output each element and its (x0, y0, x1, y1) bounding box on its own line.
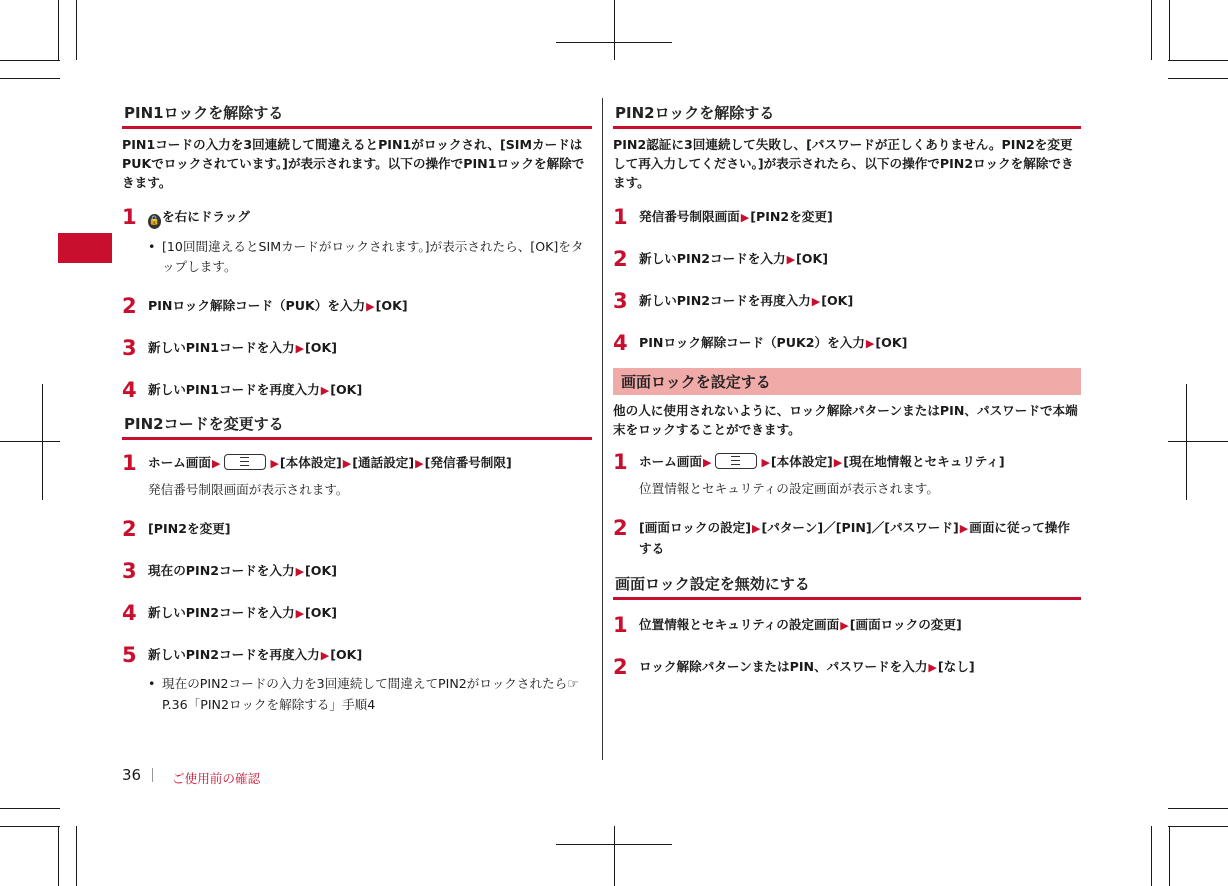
step-note: 発信番号制限画面が表示されます。 (148, 482, 349, 497)
registration-mark (42, 384, 43, 500)
bullet-note: • 現在のPIN2コードの入力を3回連続して間違えてPIN2がロックされたら☞P.36「PIN2ロックを解除する」手順4 (148, 674, 592, 715)
registration-mark (614, 0, 615, 60)
crop-mark (0, 808, 60, 809)
arrow-icon: ▶ (928, 661, 937, 674)
step-number: 2 (122, 517, 137, 541)
crop-mark (76, 0, 77, 60)
step (613, 656, 1081, 678)
step-text: [PIN2を変更] (148, 521, 231, 536)
step-number: 1 (122, 451, 137, 475)
reference-icon: ☞ (567, 677, 579, 692)
chapter-tab (58, 233, 112, 263)
section-title: PIN1ロックを解除する (122, 100, 592, 129)
step (122, 379, 592, 401)
step-text: 新しいPIN1コードを入力▶[OK] (148, 340, 338, 355)
arrow-icon: ▶ (865, 337, 875, 350)
step-number: 4 (122, 378, 137, 402)
arrow-icon: ▶ (811, 295, 821, 308)
step-number: 1 (613, 613, 628, 637)
bullet-note: • [10回間違えるとSIMカードがロックされます。]が表示されたら、[OK]をタップします。 (148, 237, 592, 277)
section-intro: PIN2認証に3回連続して失敗し、[パスワードが正しくありません。PIN2を変更して再入力してください。]が表示されたら、以下の操作でPIN2ロックを解除できます。 (613, 137, 1074, 190)
crop-mark (58, 826, 59, 886)
step-text: 🔒 を右にドラッグ (148, 206, 250, 229)
step-text: PINロック解除コード（PUK2）を入力▶[OK] (639, 335, 908, 350)
arrow-icon: ▶ (320, 384, 330, 397)
arrow-icon: ▶ (833, 456, 843, 469)
crop-mark (1169, 0, 1170, 60)
arrow-icon: ▶ (295, 342, 305, 355)
registration-mark (0, 441, 60, 442)
column-divider (602, 98, 603, 760)
registration-mark (1186, 384, 1187, 500)
crop-mark (1168, 808, 1228, 809)
crop-mark (1151, 0, 1152, 60)
step (122, 602, 592, 624)
step-text: PINロック解除コード（PUK）を入力▶[OK] (148, 298, 408, 313)
step-number: 2 (613, 655, 628, 679)
section-intro: PIN1コードの入力を3回連続して間違えるとPIN1がロックされ、[SIMカードはPUKでロックされています。]が表示されます。以下の操作でPIN1ロックを解除できます。 (122, 137, 585, 190)
step-number: 2 (613, 516, 628, 540)
section-title: PIN2ロックを解除する (613, 100, 1081, 129)
step (122, 337, 592, 359)
step (122, 206, 592, 229)
step (613, 451, 1081, 473)
step-note: 位置情報とセキュリティの設定画面が表示されます。 (639, 481, 939, 496)
page-reference-link[interactable]: P.36「PIN2ロックを解除する」手順4 (162, 697, 376, 712)
page-number: 36 (122, 766, 142, 784)
step-number: 3 (122, 559, 137, 583)
step-text: 新しいPIN2コードを入力▶[OK] (148, 605, 338, 620)
right-column (613, 100, 1081, 678)
step-text: 位置情報とセキュリティの設定画面▶[画面ロックの変更] (639, 617, 962, 632)
section-title-band: 画面ロックを設定する (613, 368, 1081, 395)
arrow-icon: ▶ (959, 522, 969, 535)
menu-key-icon (715, 453, 757, 469)
step (613, 517, 1081, 559)
step-text: 新しいPIN1コードを再度入力▶[OK] (148, 382, 363, 397)
arrow-icon: ▶ (761, 456, 770, 469)
crop-mark (1168, 78, 1228, 79)
crop-mark (58, 0, 59, 60)
step-text: 新しいPIN2コードを入力▶[OK] (639, 251, 829, 266)
arrow-icon: ▶ (702, 456, 712, 469)
step-text: ロック解除パターンまたはPIN、パスワードを入力▶[なし] (639, 659, 975, 674)
arrow-icon: ▶ (366, 300, 375, 313)
step (613, 332, 1081, 354)
step-number: 2 (122, 294, 137, 318)
crop-mark (1151, 826, 1152, 886)
step-number: 1 (122, 205, 137, 229)
step-number: 1 (613, 205, 628, 229)
step (122, 560, 592, 582)
crop-mark (0, 826, 60, 827)
crop-mark (0, 60, 60, 61)
step-number: 1 (613, 450, 628, 474)
left-column (122, 100, 592, 715)
step-text: 現在のPIN2コードを入力▶[OK] (148, 563, 338, 578)
step (122, 452, 592, 474)
arrow-icon: ▶ (786, 253, 796, 266)
step (122, 644, 592, 666)
registration-mark (1168, 441, 1228, 442)
arrow-icon: ▶ (295, 607, 305, 620)
section-title: 画面ロック設定を無効にする (613, 571, 1081, 600)
step-number: 5 (122, 643, 137, 667)
arrow-icon: ▶ (295, 565, 305, 578)
arrow-icon: ▶ (211, 457, 221, 470)
arrow-icon: ▶ (415, 457, 424, 470)
crop-mark (1168, 60, 1228, 61)
arrow-icon: ▶ (270, 457, 279, 470)
arrow-icon: ▶ (840, 619, 849, 632)
chapter-title: ご使用前の確認 (172, 771, 261, 786)
footer-separator (152, 768, 153, 782)
registration-mark (614, 826, 615, 886)
step (613, 290, 1081, 312)
crop-mark (0, 78, 60, 79)
step (613, 206, 1081, 228)
step-number: 3 (613, 289, 628, 313)
step (122, 518, 592, 540)
step-text: ホーム画面▶ ▶[本体設定]▶[通話設定]▶[発信番号制限] (148, 455, 512, 470)
step-text: 新しいPIN2コードを再度入力▶[OK] (639, 293, 854, 308)
step (122, 295, 592, 317)
step-number: 2 (613, 247, 628, 271)
step (613, 614, 1081, 636)
arrow-icon: ▶ (320, 649, 330, 662)
step-text: [画面ロックの設定]▶[パターン]／[PIN]／[パスワード]▶画面に従って操作する (639, 520, 1070, 556)
step-number: 4 (122, 601, 137, 625)
section-intro: 他の人に使用されないように、ロック解除パターンまたはPIN、パスワードで本端末をロックすることができます。 (613, 403, 1078, 437)
step (613, 248, 1081, 270)
menu-key-icon (224, 454, 266, 470)
arrow-icon: ▶ (740, 211, 750, 224)
step-text: 新しいPIN2コードを再度入力▶[OK] (148, 647, 363, 662)
arrow-icon: ▶ (342, 457, 352, 470)
crop-mark (1169, 826, 1170, 886)
step-text: ホーム画面▶ ▶[本体設定]▶[現在地情報とセキュリティ] (639, 454, 1005, 469)
crop-mark (1168, 826, 1228, 827)
step-text: 発信番号制限画面▶[PIN2を変更] (639, 209, 833, 224)
section-title: PIN2コードを変更する (122, 411, 592, 440)
step-number: 3 (122, 336, 137, 360)
arrow-icon: ▶ (752, 522, 761, 535)
crop-mark (76, 826, 77, 886)
step-number: 4 (613, 331, 628, 355)
lock-icon: 🔒 (148, 214, 161, 229)
